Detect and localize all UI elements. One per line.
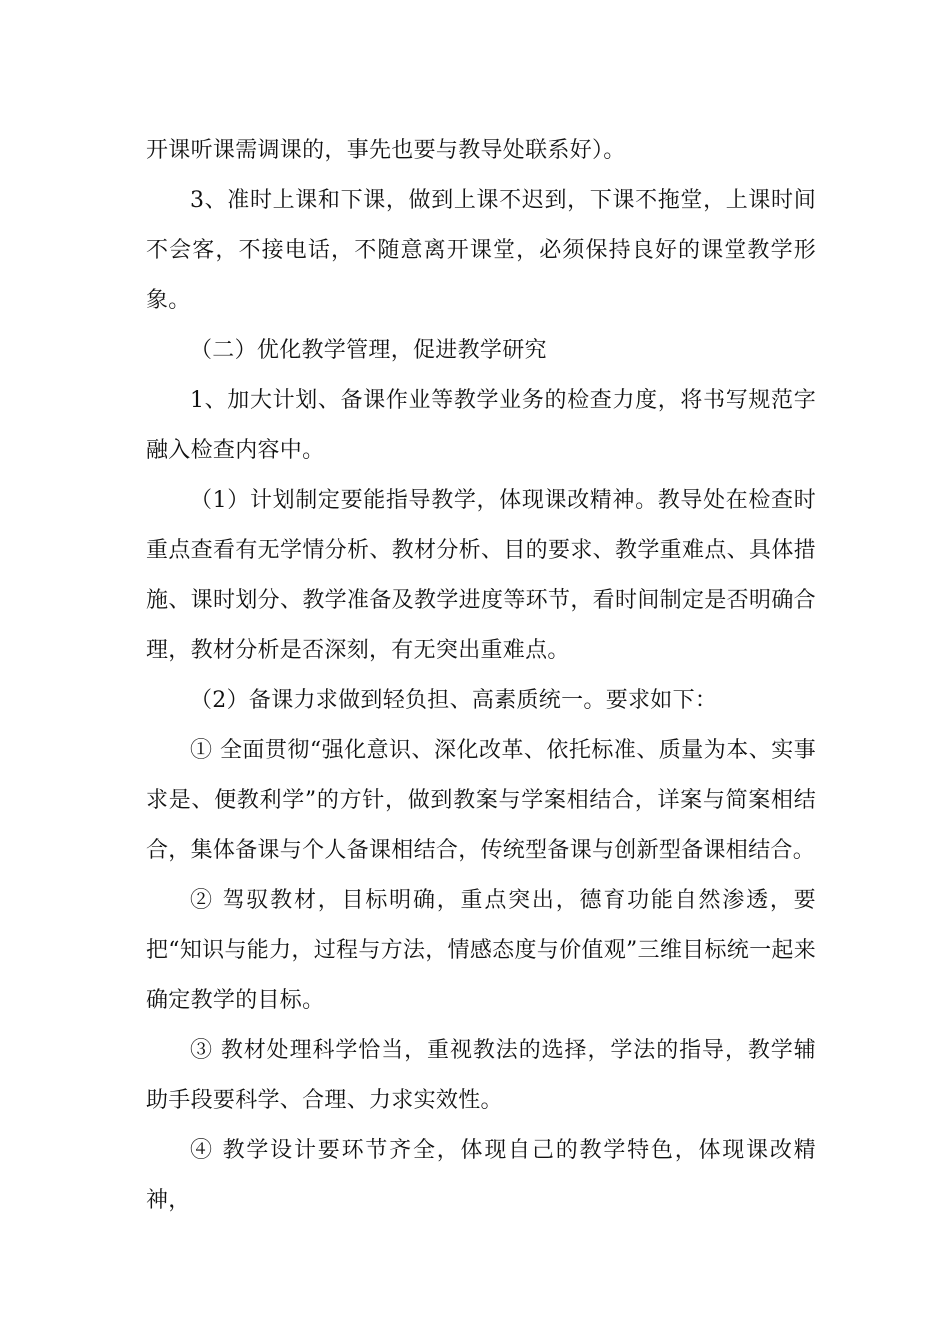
paragraph-circled-2: ② 驾驭教材，目标明确，重点突出，德育功能自然渗透，要把“知识与能力，过程与方法，情感态度与价值观”三维目标统一起来确定教学的目标。 — [146, 888, 816, 1013]
paragraph-sub-1: （1）计划制定要能指导教学，体现课改精神。教导处在检查时重点查看有无学情分析、教材分析、目的要求、教学重难点、具体措施、课时划分、教学准备及教学进度等环节，看时间制定是否明确合理，教材分析是否深刻，有无突出重难点。 — [146, 488, 816, 663]
paragraph-item-3: 3、准时上课和下课，做到上课不迟到，下课不拖堂，上课时间不会客，不接电话，不随意离开课堂，必须保持良好的课堂教学形象。 — [146, 188, 816, 313]
paragraph-item-1: 1、加大计划、备课作业等教学业务的检查力度，将书写规范字融入检查内容中。 — [146, 388, 816, 463]
paragraph-sub-2: （2）备课力求做到轻负担、高素质统一。要求如下： — [190, 688, 718, 713]
paragraph-circled-1: ① 全面贯彻“强化意识、深化改革、依托标准、质量为本、实事求是、便教利学”的方针，做到教案与学案相结合，详案与简案相结合，集体备课与个人备课相结合，传统型备课与创新型备课相结合。 — [146, 738, 816, 863]
paragraph-continuation: 开课听课需调课的，事先也要与教导处联系好）。 — [146, 138, 626, 163]
paragraph-circled-3: ③ 教材处理科学恰当，重视教法的选择，学法的指导，教学辅助手段要科学、合理、力求实效性。 — [146, 1038, 816, 1113]
paragraph-circled-4: ④ 教学设计要环节齐全，体现自己的教学特色，体现课改精神， — [146, 1138, 816, 1213]
document-body — [146, 126, 816, 1226]
section-heading-2: （二）优化教学管理，促进教学研究 — [190, 338, 547, 363]
